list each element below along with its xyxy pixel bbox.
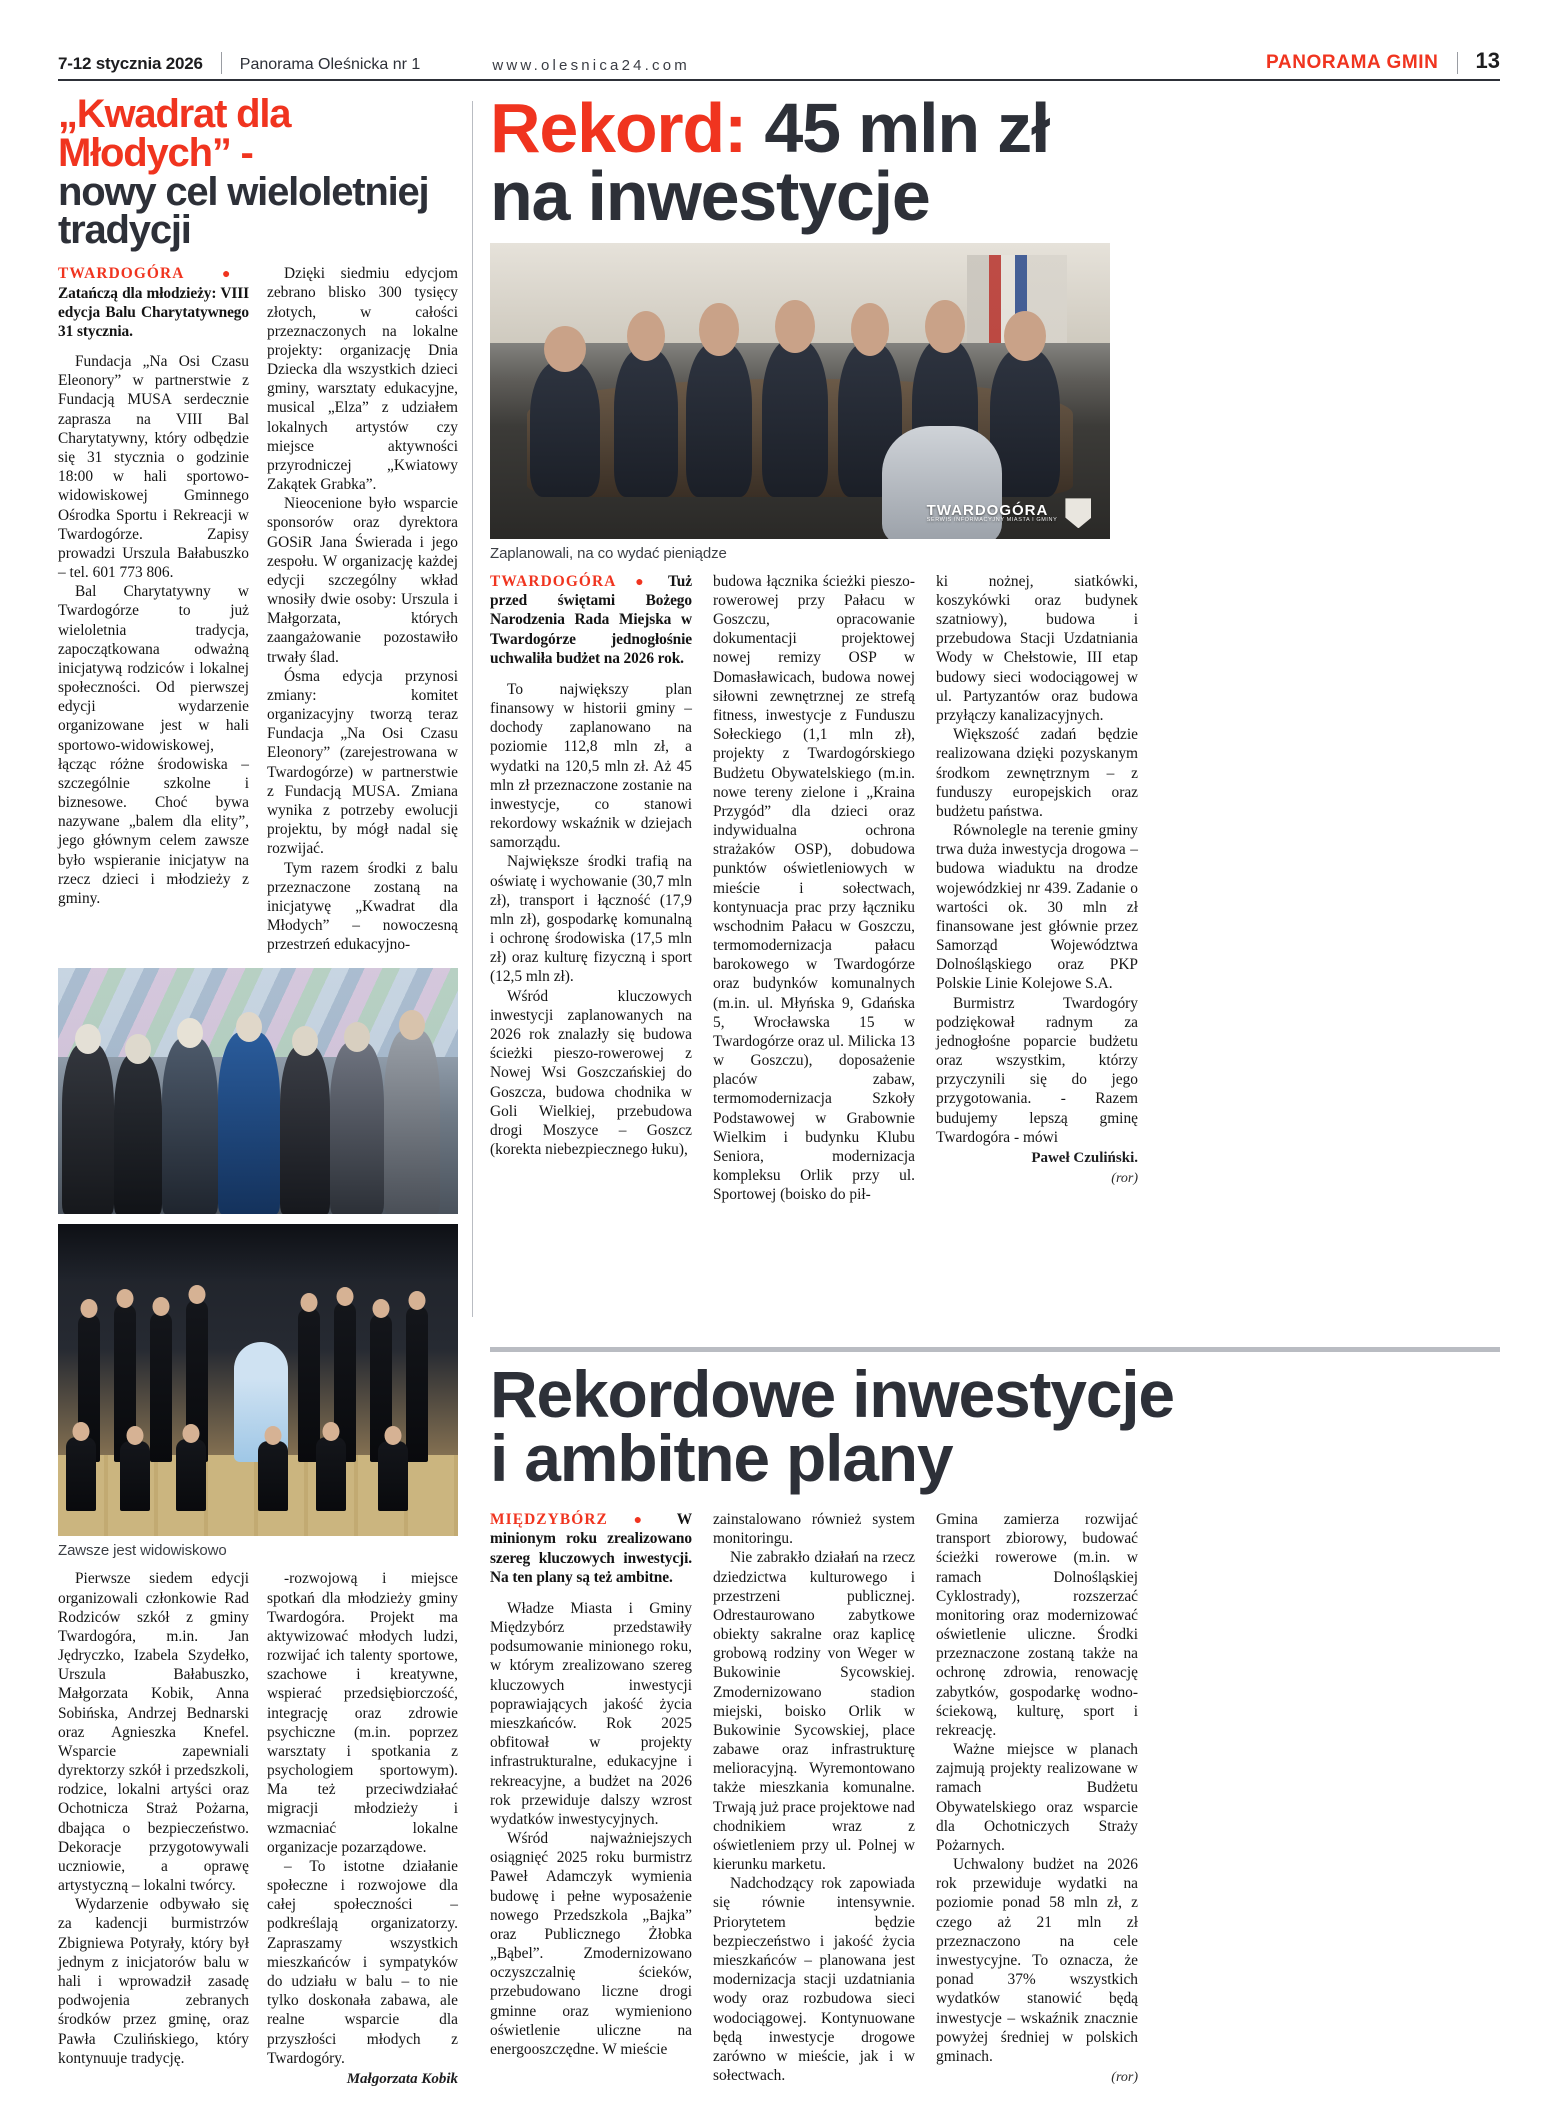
main-col1-para-1: To największy plan finansowy w historii gminy – dochody zaplanowano na poziomie 112,8 mln zł, a wydatki na 120,5 mln zł. Aż 45 mln zł przeznaczone zostanie na inwestycje, co stanowi rekordowy wskaźnik w dziejach samorządu. [490,680,692,852]
main-col1-para-2: Największe środki trafią na oświatę i wychowanie (30,7 mln zł), transport i łączność (17,9 mln zł), gospodarkę komunalną i ochronę środowiska (17,5 mln zł) oraz kulturę fizyczną i sport (12,5 mln zł). [490,853,692,986]
main-col3-para-1: ki nożnej, siatkówki, koszykówki oraz budynek szatniowy), budowa i przebudowa Stacji Uzdatniania Wody w Chełstowie, III etap budowy sieci wodociągowej w ul. Partyzantów oraz budowa przyłączy kanalizacyjnych. [936,572,1138,724]
left-story-column-1 [58,264,249,954]
second-story-byline: (ror) [1111,2070,1138,2086]
left-story-column-4 [267,1569,458,2087]
left-col1-para-1: Fundacja „Na Osi Czasu Eleonory” w partnerstwie z Fundacją MUSA serdecznie zaprasza na VIII Bal Charytatywny, który odbędzie się 31 stycznia o godzinie 18:00 w hali sportowo-widowiskowej Gminnego Ośrodka Sportu i Rekreacji w Twardogórze. Zapisy prowadzi Urszula Bałabuszko – tel. 601 773 806. [58,353,249,582]
second-story-column-2 [713,1510,915,2086]
second-story [490,1331,1500,2086]
left-col4-para-1: -rozwojową i miejsce spotkań dla młodzieży gminy Twardogóra. Projekt ma aktywizować młodych ludzi, rozwijać ich talenty sportowe, szachowe i kreatywne, wspierać przedsiębiorczość, integrację oraz zdrowie psychiczne (m.in. poprzez warsztaty i spotkania z psychologiem sportowym). Ma też przeciwdziałać migracji młodzieży i wzmacniać lokalne organizacje pozarządowe. [267,1570,458,1856]
watermark-subtitle: SERWIS INFORMACYJNY MIASTA I GMINY [926,517,1058,524]
left-col2-para-1: Dzięki siedmiu edycjom zebrano blisko 300 tysięcy złotych, w całości przeznaczonych na lokalne projekty: organizację Dnia Dziecka dla wszystkich dzieci gminy, warsztaty edukacyjne, musical „Elza” z udziałem lokalnych artystów czy miejsce aktywności przyrodniczej „Kwiatowy Zakątek Grabka”. [267,265,458,494]
left-col2-para-3: Ósma edycja przynosi zmiany: komitet organizacyjny tworzą teraz Fundacja „Na Osi Czasu Eleonory” (zarejestrowana w Twardogórze) w partnerstwie z Fundacją MUSA. Zmiana wynika z potrzeby ewolucji projektu, by mógł nadal się rozwijać. [267,667,458,858]
second-col3-para-3: Uchwalony budżet na 2026 rok przewiduje wydatki na poziomie ponad 58 mln zł, z czego aż 21 mln zł przeznaczono na cele inwestycyjne. To oznacza, że ponad 37% wszystkich wydatków stanowić będą inwestycje – wskaźnik znacznie powyżej średniej w polskich gminach. [936,1856,1138,2065]
second-story-kicker [490,1510,692,1587]
kicker-dot-icon: ● [203,267,249,283]
page-number: 13 [1475,48,1500,73]
second-kicker-text: W minionym roku zrealizowano szereg kluczowych inwestycji. Na ten plany są też ambitne. [490,1511,692,1586]
second-col1-para-1: Władze Miasta i Gminy Międzybórz przedstawiły podsumowanie minionego roku, w którym zrealizowano szereg kluczowych inwestycji poprawiających jakość życia mieszkańców. Rok 2025 obfitował w projekty infrastrukturalne, edukacyjne i rekreacyjne, a budżet na 2026 rok przewiduje dalszy wzrost wydatków inwestycyjnych. [490,1599,692,1828]
second-story-column-3 [936,1510,1138,2086]
left-story-kicker [58,264,249,341]
left-story-signature: Małgorzata Kobik [346,2070,458,2087]
second-headline-line-2: i ambitne plany [490,1421,953,1496]
left-col2-para-4: Tym razem środki z balu przeznaczone zostaną na inicjatywę „Kwadrat dla Młodych” – nowoczesną przestrzeń edukacyjno- [267,859,458,954]
main-headline-line-2: na inwestycje [490,156,930,235]
main-story-column-1 [490,572,692,1205]
main-story-column-2 [713,572,915,1205]
photo-watermark-logo [927,498,1092,528]
left-headline-line-2: nowy cel wieloletniej tradycji [58,169,429,253]
masthead-date: 7-12 stycznia 2026 [58,54,203,73]
photo-charity-ball [58,968,458,1214]
left-col4-para-2: – To istotne działanie społeczne i rozwojowe dla całej społeczności – podkreślają organizatorzy. Zapraszamy wszystkich mieszkańców i sympatyków do udziału w balu – to nie tylko doskonała zabawa, ale realne wsparcie dla przyszłości młodych z Twardogóry. [267,1857,458,2067]
second-col2-para-1: zainstalowano również system monitoringu. [713,1511,915,1548]
main-col2-para-1: budowa łącznika ścieżki pieszo-rowerowej przy Pałacu w Goszczu, opracowanie dokumentacji projektowej nowej remizy OSP w Domasławicach, budowa nowej siłowni zewnętrznej ze strefą fitness, inwestycje z Funduszu Sołeckiego (1,1 mln zł), projekty z Twardogórskiego Budżetu Obywatelskiego (m.in. nowe tereny zielone i „Kraina Przygód” dla dzieci oraz indywidualna ochrona strażaków OSP), dobudowa punktów oświetleniowych w mieście i sołectwach, kontynuacja prac przy łączniku wschodnim Pałacu w Goszczu, termomodernizacja pałacu barokowego w Twardogórze oraz budynków komunalnych (m.in. ul. Młyńska 9, Gdańska 5, Wrocławska 15 w Twardogórze oraz ul. Milicka 13 w Goszczu), doposażenie placów zabaw, termomodernizacja Szkoły Podstawowej w Grabownie Wielkim i budynku Klubu Seniora, modernizacja kompleksu Orlik przy ul. Sportowej (boisko do pił- [713,572,915,1204]
main-headline-dark: 45 mln zł [746,89,1050,167]
left-col3-para-1: Pierwsze siedem edycji organizowali członkowie Rad Rodziców szkół z gminy Twardogóra, m.in. Jan Jędryczko, Izabela Szydełko, Urszula Bałabuszko, Małgorzata Kobik, Anna Sobińska, Andrzej Bednarski oraz Agnieszka Knefel. Wsparcie zapewniali dyrektorzy szkół i przedszkoli, rodzice, lokalni artyści oraz Ochotnicza Straż Pożarna, dbająca o bezpieczeństwo. Dekoracje przygotowywali uczniowie, a oprawę artystyczną – lokalni twórcy. [58,1570,249,1895]
main-story [490,89,1500,1204]
left-col3-para-2: Wydarzenie odbywało się za kadencji burmistrzów Zbigniewa Potyrały, który był jednym z inicjatorów balu w hali i wprowadził zasadę podwojenia zebranych środków przez gminę, oraz Pawła Czulińskiego, który kontynuuje tradycję. [58,1896,249,2067]
coat-of-arms-icon [1065,498,1091,528]
left-col2-para-2: Nieocenione było wsparcie sponsorów oraz dyrektora GOSiR Jana Świerada i jego zespołu. W organizację każdej edycji szczególny wkład wnosiły dwie osoby: Urszula i Małgorzata, których zaangażowanie pozostawiło trwały ślad. [267,495,458,666]
masthead-divider-1 [221,52,222,74]
left-story-column-2 [267,264,458,954]
second-col2-para-2: Nie zabrakło działań na rzecz dziedzictwa kulturowego i przestrzeni publicznej. Odrestaurowano zabytkowe obiekty sakralne oraz kaplicę grobową rodziny von Weger w Bukowinie Sycowskiej. Zmodernizowano stadion miejski, boisko Orlik w Bukowinie Sycowskiej, place zabawe oraz infrastrukturę melioracyjną. Wyremontowano także mieszkania komunalne. Trwają już prace projektowe nad chodnikiem wraz z oświetleniem przy ul. Polnej w kierunku marketu. [713,1549,916,1874]
main-headline-red: Rekord: [490,89,747,167]
left-col1-para-2: Bal Charytatywny w Twardogórze to już wieloletnia tradycja, zapoczątkowana odważną inicjatywą rodziców i lokalnej społeczności. Od pierwszej edycji wydarzenie organizowane jest w hali sportowo-widowiskowej, łącząc różne środowiska – szczególnie szkolne i biznesowe. Choć bywa nazywane „balem dla elity”, jego głównym celem zawsze było wspieranie inicjatyw na rzecz dzieci i młodzieży z gminy. [58,583,249,907]
main-story-signature: Paweł Czuliński. [1031,1149,1138,1166]
caption-dancers: Zawsze jest widowiskowo [58,1542,227,1560]
kicker-dot-icon-main: ● [626,574,659,590]
second-col2-para-3: Nadchodzący rok zapowiada się równie intensywnie. Priorytetem będzie bezpieczeństwo i jakość życia mieszkańców – planowana jest modernizacja stacji uzdatniania wody oraz rozbudowa sieci wodociągowej. Kontynuowane będą inwestycje drogowe zarówno w mieście, jak i w sołectwach. [713,1875,915,2085]
main-col3-para-3: Równolegle na terenie gminy trwa duża inwestycja drogowa – budowa wiaduktu na drodze wojewódzkiej nr 439. Zadanie o wartości ok. 30 mln zł finansowane jest głównie przez Samorząd Województwa Dolnośląskiego oraz PKP Polskie Linie Kolejowe S.A. [936,822,1138,993]
main-story-byline: (ror) [1111,1170,1138,1186]
masthead-website[interactable]: www.olesnica24.com [492,57,690,74]
photo-council-meeting [490,243,1110,539]
left-kicker-place: TWARDOGÓRA [58,265,185,283]
main-story-headline [490,89,1500,235]
main-kicker-text: Tuż przed świętami Bożego Narodzenia Rada Miejska w Twardogórze jednogłośnie uchwaliła budżet na 2026 rok. [490,572,692,667]
column-rule-left [472,101,473,1317]
photo-dancers [58,1224,458,1536]
second-headline-line-1: Rekordowe inwestycje [490,1357,1174,1431]
watermark-title: TWARDOGÓRA [926,501,1049,519]
kicker-dot-icon-second: ● [620,1513,664,1529]
main-story-column-3 [936,572,1138,1205]
main-story-kicker [490,572,692,668]
main-col1-para-3: Wśród kluczowych inwestycji zaplanowanych na 2026 rok znalazły się budowa ścieżki pieszo-rowerowej z Nowej Wsi Goszczańskiej do Goszcza, budowa chodnika w Goli Wielkiej, przebudowa drogi Moszyce – Goszcz (korekta niebezpiecznego łuku), [490,987,692,1159]
masthead [58,48,1500,81]
main-kicker-place: TWARDOGÓRA [490,572,617,590]
masthead-right [1266,48,1500,74]
second-col1-para-2: Wśród najważniejszych osiągnięć 2025 roku burmistrz Paweł Adamczyk wymienia budowę i pełne wyposażenie nowego Przedszkola „Bajka” oraz Publicznego Żłobka „Bąbel”. Zmodernizowano oczyszczalnię ścieków, przebudowano liczne drogi gminne oraz wymieniono oświetlenie uliczne na energooszczędne. W mieście [490,1830,692,2058]
masthead-section-title: PANORAMA GMIN [1266,52,1439,73]
second-story-column-1 [490,1510,692,2086]
masthead-divider-2 [1457,52,1458,74]
main-col3-para-4: Burmistrz Twardogóry podziękował radnym za jednogłośne poparcie budżetu oraz wszystkim, którzy przyczynili się do jego przygotowania. - Razem budujemy lepszą gminę Twardogóra - mówi [936,994,1138,1146]
left-story [58,92,458,2088]
caption-council-meeting: Zaplanowali, na co wydać pieniądze [490,544,727,562]
second-story-top-rule [490,1347,1500,1352]
second-col3-para-2: Ważne miejsce w planach zajmują projekty realizowane w ramach Budżetu Obywatelskiego oraz wsparcie dla Ochotniczych Straży Pożarnych. [936,1741,1138,1854]
second-col3-para-1: Gmina zamierza rozwijać transport zbiorowy, budować ścieżki rowerowe (m.in. w ramach Dolnośląskiej Cyklostrady), rozszerzać monitoring oraz modernizować oświetlenie uliczne. Środki przeznaczone zostaną także na ochronę zdrowia, renowację zabytków, gospodarkę wodno-ściekową, kulturę, sport i rekreację. [936,1511,1138,1739]
left-story-column-3 [58,1569,249,2087]
masthead-paper-name: Panorama Oleśnicka nr 1 [239,56,421,73]
second-story-headline [490,1357,1500,1496]
left-headline-line-1: „Kwadrat dla Młodych” - [58,92,291,175]
left-kicker-text: Zatańczą dla młodzieży: VIII edycja Balu Charytatywnego 31 stycznia. [58,284,249,340]
left-story-headline [58,92,458,253]
second-kicker-place: MIĘDZYBÓRZ [490,1511,608,1529]
main-col3-para-2: Większość zadań będzie realizowana dzięki pozyskanym środkom zewnętrznym – z funduszy europejskich oraz budżetu państwa. [936,726,1138,820]
main-headline-line-1 [490,89,1500,167]
